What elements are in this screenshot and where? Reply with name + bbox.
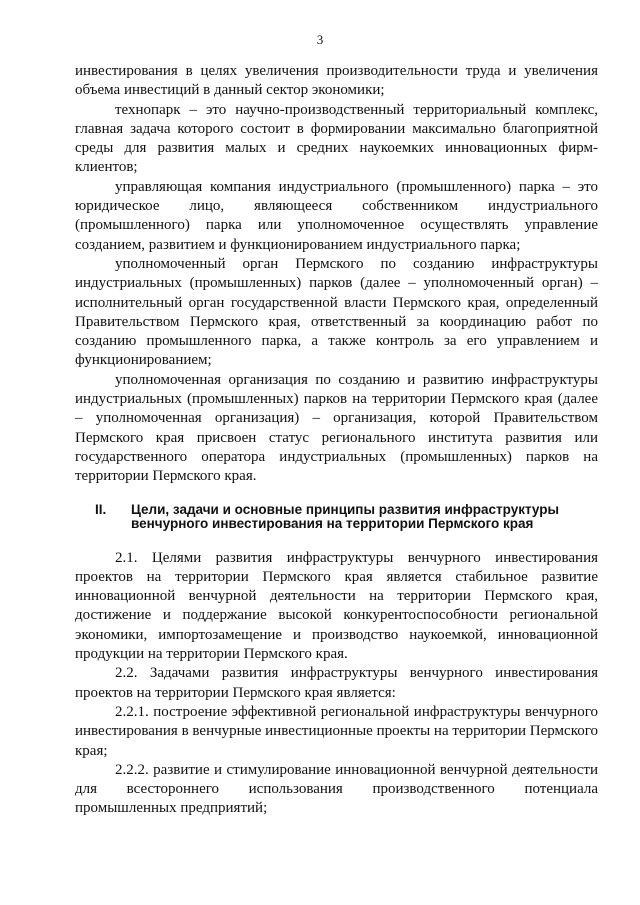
paragraph: управляющая компания индустриального (промышленного) парка – это юридическое лицо, являющееся собственником индустриального (промышленного) парка или уполномоченное осуществлять управление созданием, развитием и функционированием индустриального парка; bbox=[75, 178, 598, 253]
paragraph: 2.2.2. развитие и стимулирование инновационной венчурной деятельности для всестороннего использования производственного потенциала промышленных предприятий; bbox=[75, 761, 598, 817]
paragraph: уполномоченная организация по созданию и развитию инфраструктуры индустриальных (промышленных) парков на территории Пермского края (далее – уполномоченная организация) – организация, которой Правительством Пермского края присвоен статус регионального института развития или государственного оператора индустриальных (промышленных) парков на территории Пермского края. bbox=[75, 371, 598, 485]
definitions-block bbox=[75, 62, 598, 487]
section-number: II. bbox=[95, 501, 107, 517]
section-heading bbox=[75, 503, 598, 531]
paragraph: уполномоченный орган Пермского по созданию инфраструктуры индустриальных (промышленных) парков (далее – уполномоченный орган) – исполнительный орган государственной власти Пермского края, определенный Правительством Пермского края, ответственный за координацию работ по созданию промышленного парка, а также контроль за его управлением и функционированием; bbox=[75, 255, 598, 369]
section-title-line-2: венчурного инвестирования на территории Пермского края bbox=[131, 515, 534, 531]
paragraph: 2.2.1. построение эффективной региональной инфраструктуры венчурного инвестирования в венчурные инвестиционные проекты на территории Пермского края; bbox=[75, 703, 598, 759]
page-number: 3 bbox=[316, 32, 324, 47]
document-body bbox=[75, 62, 598, 819]
paragraph: инвестирования в целях увеличения производительности труда и увеличения объема инвестиций в данный сектор экономики; bbox=[75, 63, 598, 99]
section-body bbox=[75, 549, 598, 819]
paragraph: 2.1. Целями развития инфраструктуры венчурного инвестирования проектов на территории Пермского края является стабильное развитие инновационной венчурной деятельности на территории Пермского края, достижение и поддержание высокой конкурентоспособности региональной экономики, импортозамещение и производство наукоемкой, инновационной продукции на территории Пермского края. bbox=[75, 549, 598, 663]
section-title-line-1: Цели, задачи и основные принципы развития инфраструктуры bbox=[131, 501, 560, 517]
paragraph: 2.2. Задачами развития инфраструктуры венчурного инвестирования проектов на территории Пермского края является: bbox=[75, 665, 598, 701]
paragraph: технопарк – это научно-производственный территориальный комплекс, главная задача которого состоит в формировании максимально благоприятной среды для развития малых и средних наукоемких инновационных фирм-клиентов; bbox=[75, 101, 598, 176]
